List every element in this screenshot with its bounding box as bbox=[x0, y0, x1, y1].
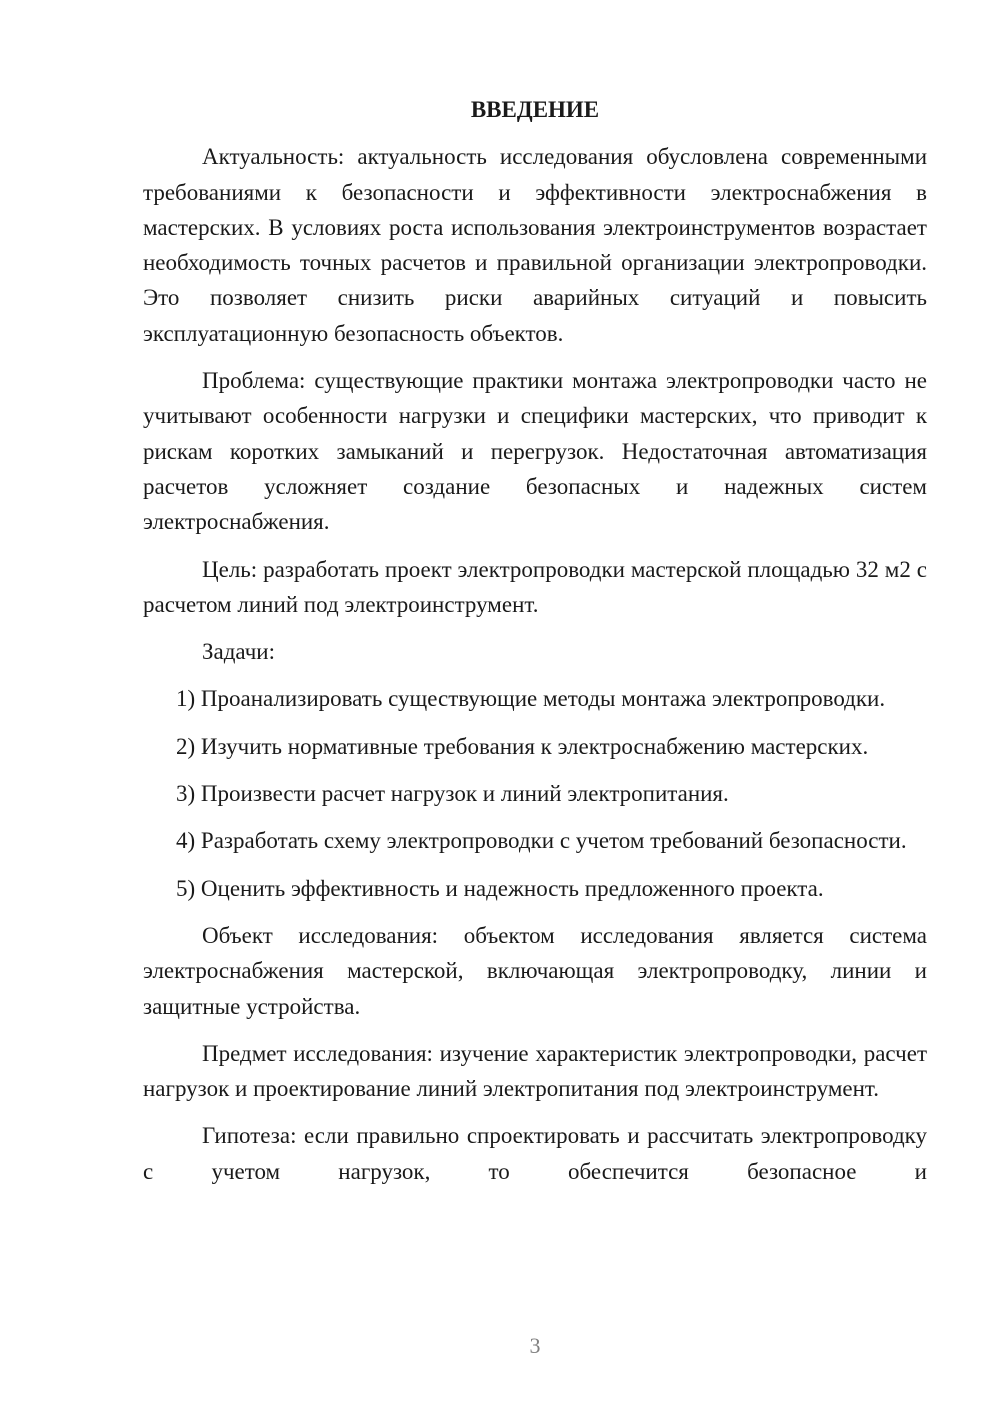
task-item-4: 4) Разработать схему электропроводки с учетом требований безопасности. bbox=[176, 828, 907, 854]
page-number: 3 bbox=[529, 1333, 541, 1358]
task-item-2: 2) Изучить нормативные требования к электроснабжению мастерских. bbox=[176, 733, 869, 759]
task-item-5: 5) Оценить эффективность и надежность предложенного проекта. bbox=[176, 875, 824, 901]
paragraph-hypothesis: Гипотеза: если правильно спроектировать и рассчитать электропроводку с учетом нагрузок, то обеспечится безопасное и bbox=[143, 1123, 927, 1184]
page-content bbox=[143, 92, 927, 1201]
paragraph-relevance: Актуальность: актуальность исследования обусловлена современными требованиями к безопасности и эффективности электроснабжения в мастерских. В условиях роста использования электроинструментов возрастает необходимость точных расчетов и правильной организации электропроводки. Это позволяет снизить риски аварийных ситуаций и повысить эксплуатационную безопасность объектов. bbox=[143, 144, 927, 346]
paragraph-object: Объект исследования: объектом исследования является система электроснабжения мастерской, включающая электропроводку, линии и защитные устройства. bbox=[143, 922, 927, 1019]
paragraph-goal: Цель: разработать проект электропроводки мастерской площадью 32 м2 с расчетом линий под электроинструмент. bbox=[143, 556, 927, 617]
section-title: ВВЕДЕНИЕ bbox=[470, 97, 600, 122]
task-item-1: 1) Проанализировать существующие методы монтажа электропроводки. bbox=[176, 686, 886, 712]
paragraph-problem: Проблема: существующие практики монтажа электропроводки часто не учитывают особенности нагрузки и специфики мастерских, что приводит к рискам коротких замыканий и перегрузок. Недостаточная автоматизация расчетов усложняет создание безопасных и надежных систем электроснабжения. bbox=[143, 368, 927, 535]
task-item-3: 3) Произвести расчет нагрузок и линий электропитания. bbox=[176, 781, 729, 807]
paragraph-subject: Предмет исследования: изучение характеристик электропроводки, расчет нагрузок и проектирование линий электропитания под электроинструмент. bbox=[143, 1040, 927, 1102]
tasks-label: Задачи: bbox=[202, 639, 275, 665]
